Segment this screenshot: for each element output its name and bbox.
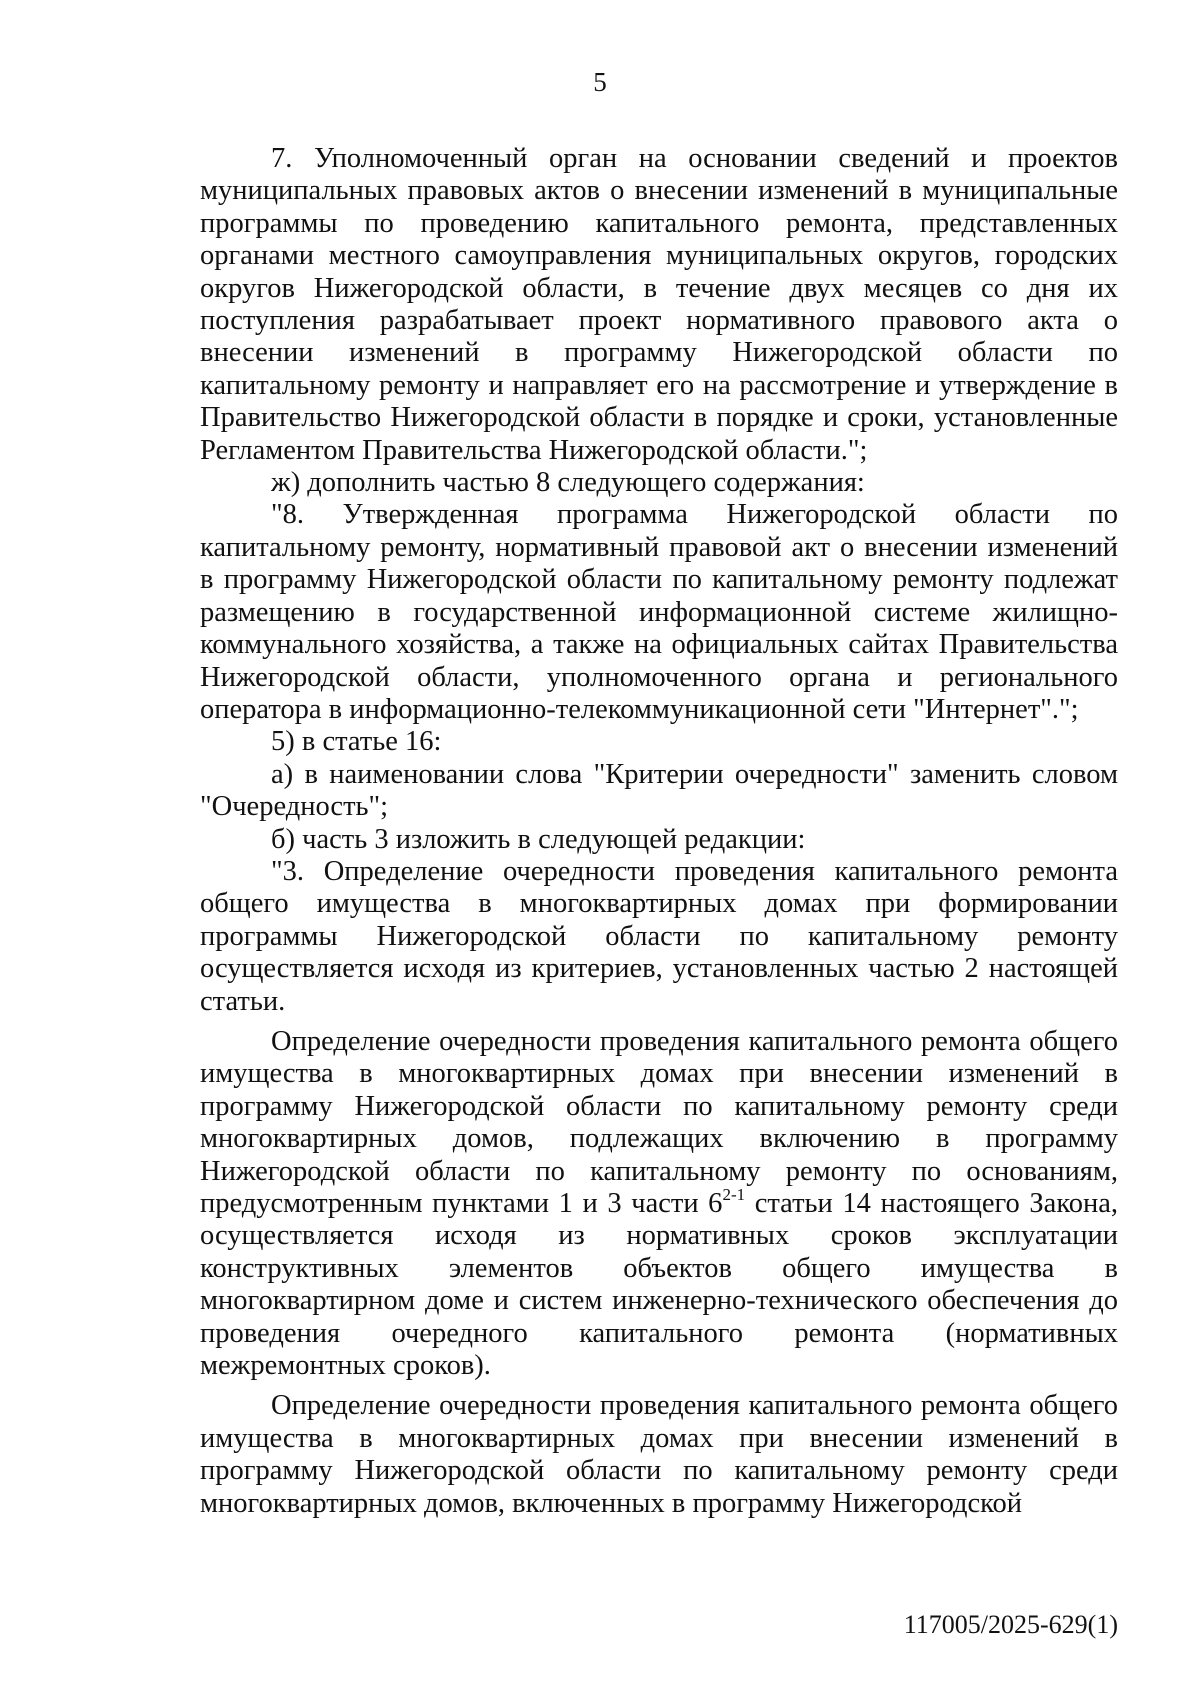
paragraph-item-a: а) в наименовании слова "Критерии очередности" заменить словом "Очередность";	[200, 758, 1118, 823]
document-registration-code: 117005/2025-629(1)	[903, 1610, 1118, 1639]
paragraph-item-5: 5) в статье 16:	[271, 726, 442, 758]
paragraph-text-before-superscript: Определение очередности проведения капитального ремонта общего имущества в многоквартирных домах при внесении изменений в программу Нижегородской области по капитальному ремонту среди многоквартирных домов, подлежащих включению в программу Нижегородской области по капитальному ремонту по основаниям, предусмотренным пунктами 1 и 3 части 6	[200, 1025, 1118, 1219]
paragraph-text-after-superscript: статьи 14 настоящего Закона, осуществляется исходя из нормативных сроков эксплуатации конструктивных элементов объектов общего имущества в многоквартирном доме и систем инженерно-технического обеспечения до проведения очередного капитального ремонта (нормативных межремонтных сроков).	[200, 1188, 1118, 1382]
paragraph-part-7: 7. Уполномоченный орган на основании сведений и проектов муниципальных правовых актов о внесении изменений в муниципальные программы по проведению капитального ремонта, представленных органами местного самоуправления муниципальных округов, городских округов Нижегородской области, в течение двух месяцев со дня их поступления разрабатывает проект нормативного правового акта о внесении изменений в программу Нижегородской области по капитальному ремонту и направляет его на рассмотрение и утверждение в Правительство Нижегородской области в порядке и сроки, установленные Регламентом Правительства Нижегородской области.";	[200, 143, 1118, 466]
paragraph-part-8: "8. Утвержденная программа Нижегородской области по капитальному ремонту, нормативный правовой акт о внесении изменений в программу Нижегородской области по капитальному ремонту подлежат размещению в государственной информационной системе жилищно-коммунального хозяйства, а также на официальных сайтах Правительства Нижегородской области, уполномоченного органа и регионального оператора в информационно-телекоммуникационной сети "Интернет".";	[200, 499, 1118, 725]
superscript-part-number: 2-1	[722, 1185, 746, 1204]
paragraph-priority-changes	[200, 1026, 1118, 1382]
page-number: 5	[593, 67, 607, 97]
paragraph-part-3: "3. Определение очередности проведения капитального ремонта общего имущества в многоквартирных домах при формировании программы Нижегородской области по капитальному ремонту осуществляется исходя из критериев, установленных частью 2 настоящей статьи.	[200, 855, 1118, 1017]
paragraph-item-zh: ж) дополнить частью 8 следующего содержания:	[271, 467, 865, 499]
paragraph-priority-included: Определение очередности проведения капитального ремонта общего имущества в многоквартирных домах при внесении изменений в программу Нижегородской области по капитальному ремонту среди многоквартирных домов, включенных в программу Нижегородской	[200, 1390, 1118, 1519]
paragraph-item-b: б) часть 3 изложить в следующей редакции:	[271, 823, 806, 855]
document-body	[200, 143, 1118, 1520]
